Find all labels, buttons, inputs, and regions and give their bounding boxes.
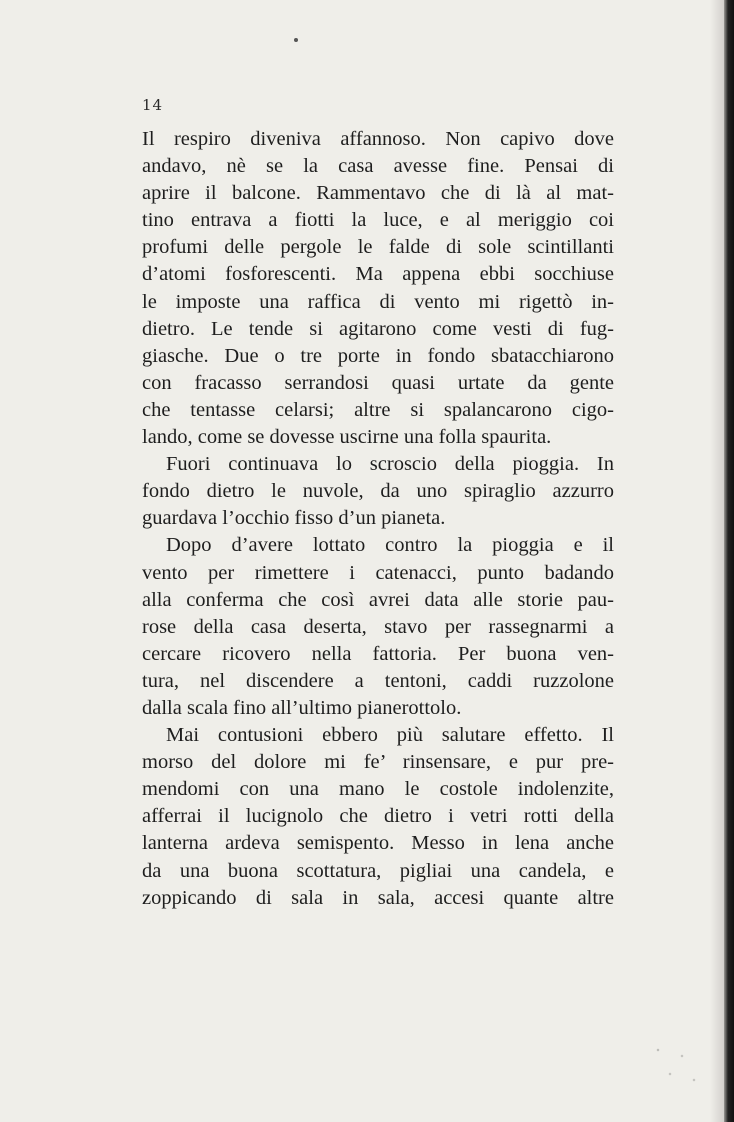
paragraph [142,532,614,722]
text-line: Mai contusioni ebbero più salutare effetto. Il [166,724,614,747]
text-line: tino entrava a fiotti la luce, e al meriggio coi [142,209,614,232]
page-number: 14 [142,96,164,114]
text-line: da una buona scottatura, pigliai una candela, e [142,859,614,882]
text-line: alla conferma che così avrei data alle storie pau- [142,588,614,611]
text-line: lanterna ardeva semispento. Messo in lena anche [142,832,614,855]
binding-shadow [710,0,724,1122]
text-line: cercare ricovero nella fattoria. Per buona ven- [142,642,614,665]
text-line: tura, nel discendere a tentoni, caddi ruzzolone [142,669,614,692]
binding-edge [724,0,734,1122]
text-line: profumi delle pergole le falde di sole scintillanti [142,236,614,259]
paragraph [142,722,614,912]
text-line: d’atomi fosforescenti. Ma appena ebbi socchiuse [142,263,614,286]
ink-speck [294,38,298,42]
text-line: afferrai il lucignolo che dietro i vetri rotti della [142,805,614,828]
paragraph [142,126,614,451]
text-line: rose della casa deserta, stavo per rassegnarmi a [142,615,614,638]
text-line: dalla scala fino all’ultimo pianerottolo. [142,696,462,719]
text-line: aprire il balcone. Rammentavo che di là al mat- [142,182,614,205]
text-line: andavo, nè se la casa avesse fine. Pensai di [142,155,614,178]
text-line: che tentasse celarsi; altre si spalancarono cigo- [142,398,614,421]
text-line: morso del dolore mi fe’ rinsensare, e pur pre- [142,751,614,774]
text-line: vento per rimettere i catenacci, punto badando [142,561,614,584]
text-line: lando, come se dovesse uscirne una folla spaurita. [142,426,552,449]
text-line: Fuori continuava lo scroscio della pioggia. In [166,453,614,476]
paper-grain [646,1032,706,1092]
text-line: giasche. Due o tre porte in fondo sbatacchiarono [142,344,614,367]
body-text [142,126,614,912]
text-line: Dopo d’avere lottato contro la pioggia e il [166,534,614,557]
text-line: le imposte una raffica di vento mi rigettò in- [142,290,614,313]
text-line: fondo dietro le nuvole, da uno spiraglio azzurro [142,480,614,503]
text-line: dietro. Le tende si agitarono come vesti di fug- [142,317,614,340]
text-line: con fracasso serrandosi quasi urtate da gente [142,371,614,394]
text-line: zoppicando di sala in sala, accesi quante altre [142,886,614,909]
paragraph [142,451,614,532]
text-line: mendomi con una mano le costole indolenzite, [142,778,614,801]
text-line: Il respiro diveniva affannoso. Non capivo dove [142,128,614,150]
text-line: guardava l’occhio fisso d’un pianeta. [142,507,446,530]
